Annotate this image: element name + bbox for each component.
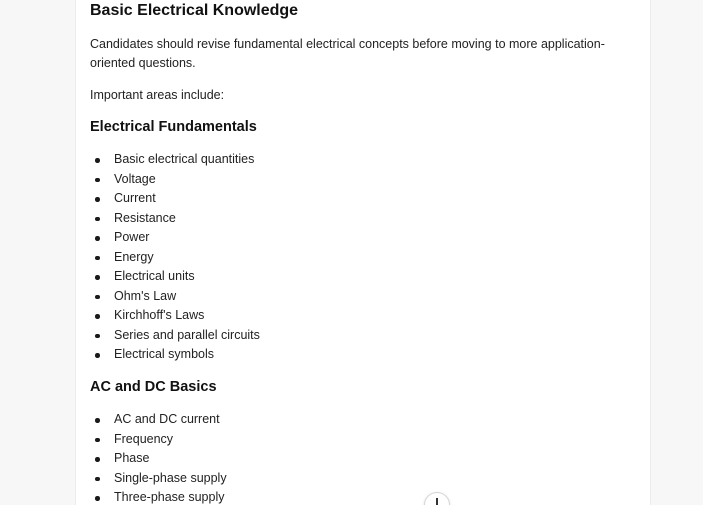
list-item-text: AC and DC current <box>114 412 220 426</box>
bullet-icon <box>95 496 100 501</box>
list-item-text: Power <box>114 230 150 244</box>
bullet-icon <box>95 477 100 482</box>
bullet-icon <box>95 158 100 163</box>
bullet-icon <box>95 197 100 202</box>
list-item <box>90 170 630 190</box>
bullet-icon <box>95 334 100 339</box>
list-item <box>90 189 630 209</box>
bullet-icon <box>95 217 100 222</box>
list-item-text: Phase <box>114 451 150 465</box>
content-card <box>75 0 651 505</box>
list-item <box>90 306 630 326</box>
list-item <box>90 267 630 287</box>
bullet-icon <box>95 353 100 358</box>
list-item <box>90 449 630 469</box>
list-item-text: Kirchhoff's Laws <box>114 308 205 322</box>
bullet-icon <box>95 457 100 462</box>
list-item-text: Resistance <box>114 210 176 225</box>
intro-paragraph: Candidates should revise fundamental electrical concepts before moving to more application-oriented questions. <box>90 37 605 70</box>
list-item-text: Frequency <box>114 431 174 446</box>
list-item <box>90 345 630 365</box>
list-item-text: Current <box>114 191 156 205</box>
list-item <box>90 488 630 505</box>
arrow-down-icon <box>436 498 438 505</box>
list-item-text: Ohm's Law <box>114 288 177 303</box>
list-item <box>90 150 630 170</box>
list-item <box>90 228 630 248</box>
list-item <box>90 430 630 450</box>
fundamentals-heading: Electrical Fundamentals <box>90 119 257 135</box>
bullet-icon <box>95 438 100 443</box>
fundamentals-list <box>90 150 630 365</box>
bullet-icon <box>95 275 100 280</box>
list-item-text: Single-phase supply <box>114 470 227 485</box>
list-item-text: Electrical units <box>114 269 195 283</box>
list-item-text: Basic electrical quantities <box>114 152 255 166</box>
list-item-text: Voltage <box>114 171 156 186</box>
list-item <box>90 469 630 489</box>
bullet-icon <box>95 418 100 423</box>
bullet-icon <box>95 236 100 241</box>
bullet-icon <box>95 178 100 183</box>
areas-label: Important areas include: <box>90 88 225 102</box>
bullet-icon <box>95 256 100 261</box>
bullet-icon <box>95 295 100 300</box>
list-item <box>90 326 630 346</box>
ac-dc-heading: AC and DC Basics <box>90 379 217 395</box>
list-item-text: Three-phase supply <box>114 490 225 504</box>
bullet-icon <box>95 314 100 319</box>
list-item <box>90 410 630 430</box>
list-item-text: Energy <box>114 249 154 264</box>
list-item <box>90 287 630 307</box>
list-item <box>90 248 630 268</box>
ac-dc-list <box>90 410 630 505</box>
section-title: Basic Electrical Knowledge <box>90 2 299 19</box>
list-item <box>90 209 630 229</box>
list-item-text: Series and parallel circuits <box>114 327 260 342</box>
list-item-text: Electrical symbols <box>114 347 215 361</box>
